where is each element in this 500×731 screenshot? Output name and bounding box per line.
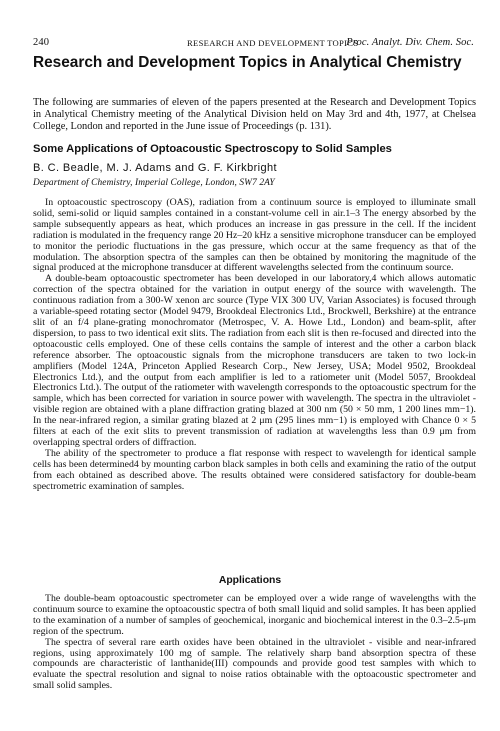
body-paragraph: A double-beam optoacoustic spectrometer has been developed in our laboratory,4 which allows automatic correction of the spectra obtained for the variation in output energy of the source with wavelength. The continuous radiation from a 300-W xenon arc source (Type VIX 300 UV, Varian Associates) is focused through a variable-speed rotating sector (Model 9479, Brookdeal Electronics Ltd., Brockwell, Berkshire) at the entrance slit of an f/4 plane-grating monochromator (Metrospec, V. A. Howe Ltd., London) and beam-split, after dispersion, to pass to two identical exit slits. The radiation from each slit is then re-focused and directed into the optoacoustic cells employed. One of these cells contains the sample of interest and the other a carbon black reference absorber. The optoacoustic signals from the microphone transducers are taken to two lock-in amplifiers (Model 124A, Princeton Applied Research Corp., New Jersey, USA; Model 9502, Brookdeal Electronics Ltd.), and the output from each amplifier is led to a ratiometer unit (Model 5057, Brookdeal Electronics Ltd.). The output of the ratiometer with wavelength corresponds to the optoacoustic spectrum for the sample, which has been corrected for variation in source power with wavelength. The spectra in the ultraviolet - visible region are obtained with a plane diffraction grating blazed at 300 nm (50 × 50 mm, 1 200 lines mm−1). In the near-infrared region, a similar grating blazed at 2 μm (295 lines mm−1) is employed with Chance 0 × 5 filters at each of the exit slits to prevent transmission of radiation at wavelengths less than 0.9 μm from overlapping spectral orders of diffraction. <box>33 273 476 448</box>
intro-text: The following are summaries of eleven of the papers presented at the Research and Development Topics in Analytical Chemistry meeting of the Analytical Division held on May 3rd and 4th, 1977, at Chelsea College, London and reported in the June issue of Proceedings (p. 131). <box>33 97 476 132</box>
intro-paragraph <box>33 97 476 133</box>
body-paragraph: The double-beam optoacoustic spectrometer can be employed over a wide range of wavelengths with the continuum source to examine the optoacoustic spectra of both small liquid and solid samples. It has been applied to the examination of a number of samples of geochemical, inorganic and biochemical interest in the 0.3–2.5-μm region of the spectrum. <box>33 593 476 637</box>
article-authors: B. C. Beadle, M. J. Adams and G. F. Kirkbright <box>33 162 277 174</box>
body-paragraph: In optoacoustic spectroscopy (OAS), radiation from a continuum source is employed to illuminate small solid, semi-solid or liquid samples contained in a constant-volume cell in air.1–3 The energy absorbed by the sample subsequently appears as heat, which produces an increase in gas pressure in the cell. If the incident radiation is modulated in the frequency range 20 Hz–20 kHz a sensitive microphone transducer can be employed to monitor the periodic fluctuations in the gas pressure, which occur at the same frequency as that of the modulation. The absorption spectra of the samples can then be obtained by monitoring the magnitude of the signal produced at the microphone transducer at different wavelengths selected from the continuum source. <box>33 197 476 274</box>
applications-body <box>33 594 476 692</box>
journal-name: Proc. Analyt. Div. Chem. Soc. <box>346 37 474 48</box>
article-body <box>33 198 476 492</box>
article-affiliation: Department of Chemistry, Imperial College, London, SW7 2AY <box>33 178 275 188</box>
running-section-title: RESEARCH AND DEVELOPMENT TOPICS <box>187 38 359 48</box>
applications-heading: Applications <box>218 575 282 586</box>
page-title: Research and Development Topics in Analytical Chemistry <box>33 54 462 71</box>
running-header <box>33 37 474 49</box>
article-title: Some Applications of Optoacoustic Spectroscopy to Solid Samples <box>33 143 392 155</box>
body-paragraph: The spectra of several rare earth oxides have been obtained in the ultraviolet - visible and near-infrared regions, using approximately 100 mg of sample. The relatively sharp band absorption spectra of these compounds are characteristic of lanthanide(III) compounds and provide good test samples with which to evaluate the spectral resolution and signal to noise ratios obtainable with the optoacoustic spectrometer and small solid samples. <box>33 636 476 692</box>
body-paragraph: The ability of the spectrometer to produce a flat response with respect to wavelength for identical sample cells has been determined4 by mounting carbon black samples in both cells and examining the ratio of the output from each obtained as described above. The results obtained were considered satisfactory for double-beam spectrometric examination of samples. <box>33 447 476 492</box>
page-number: 240 <box>33 37 50 48</box>
